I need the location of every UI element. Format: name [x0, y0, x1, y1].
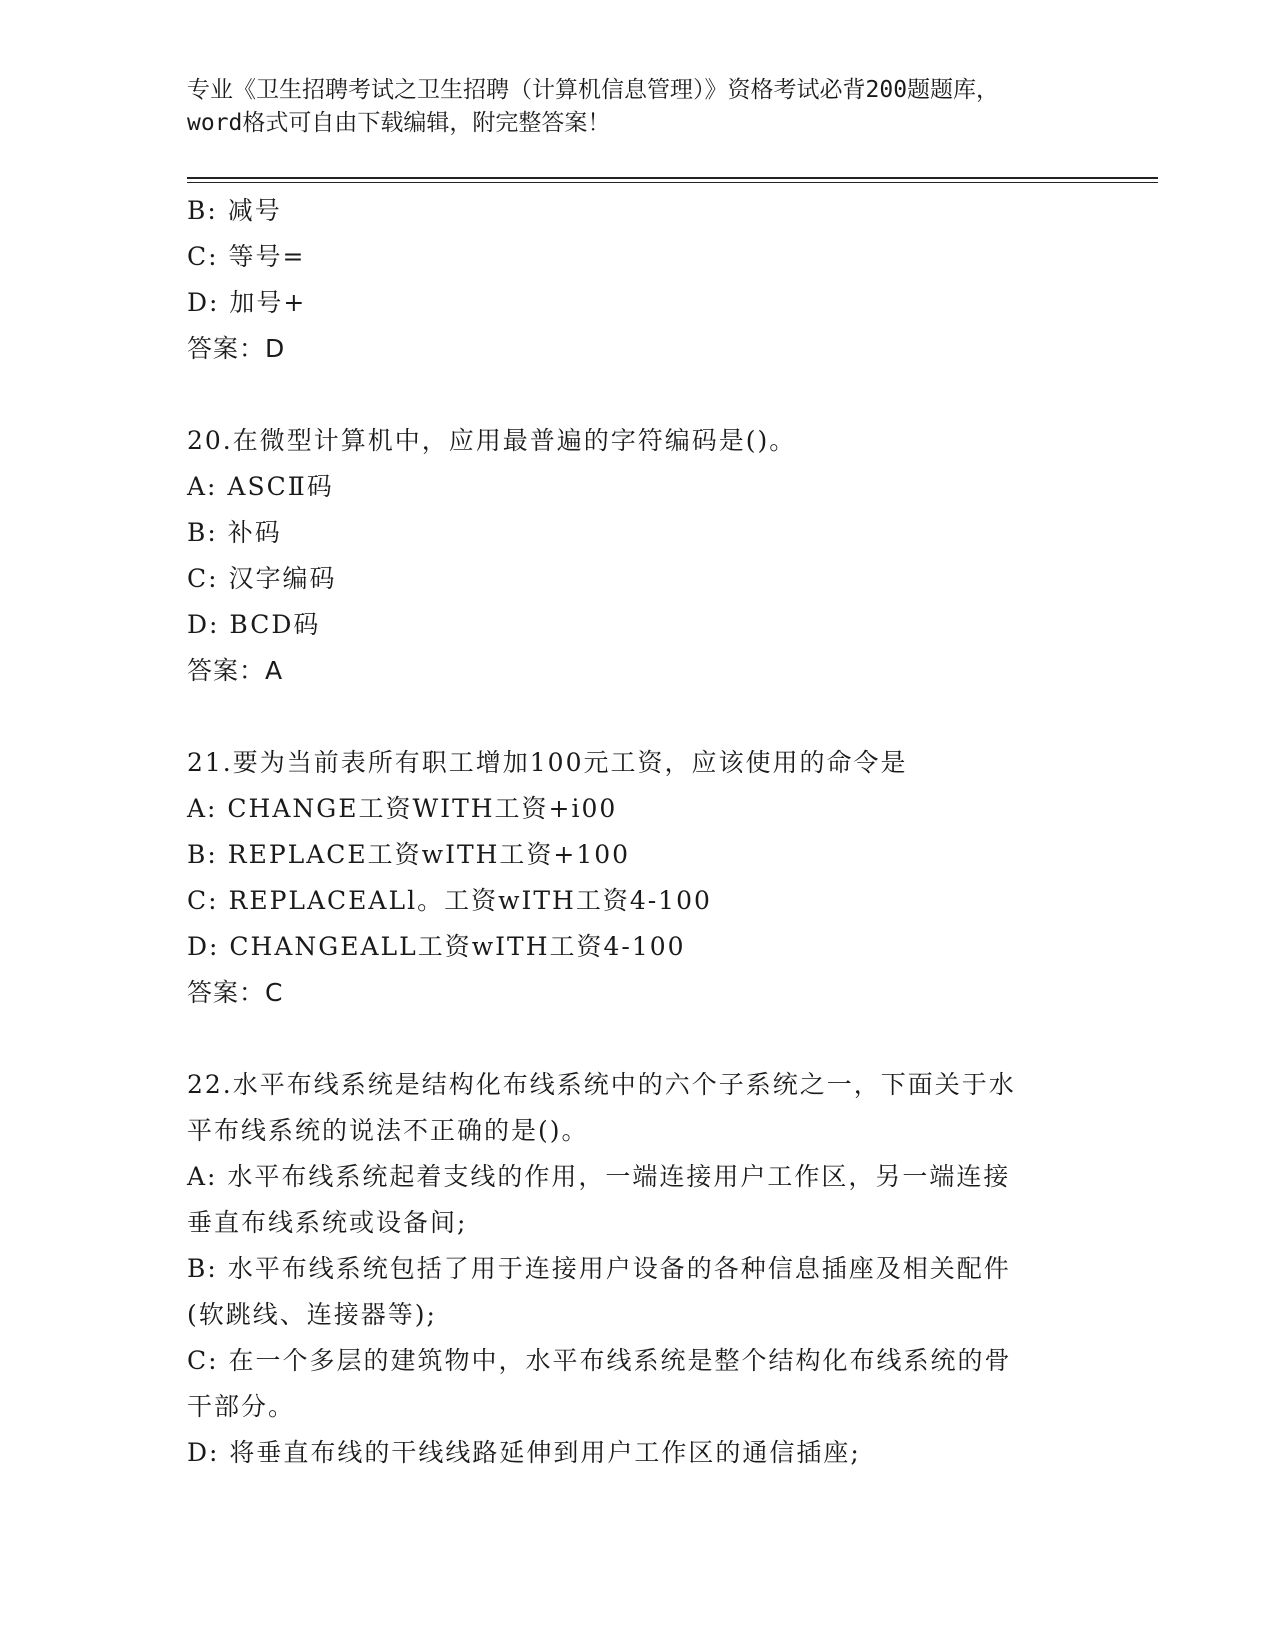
option-d: D: BCD码 [187, 610, 321, 639]
header-title-line-1: 专业《卫生招聘考试之卫生招聘（计算机信息管理）》资格考试必背200题题库， [187, 77, 1000, 103]
option-c: C: REPLACEALl。工资wITH工资4-100 [187, 886, 712, 915]
option-b: B: 减号 [187, 196, 282, 225]
spacer [187, 694, 1087, 740]
option-d: D: 加号+ [187, 288, 307, 317]
answer: 答案：A [187, 656, 284, 685]
option-c: C: 汉字编码 [187, 564, 337, 593]
question-text: 21.要为当前表所有职工增加100元工资，应该使用的命令是 [187, 748, 908, 777]
option-d: D: 将垂直布线的干线线路延伸到用户工作区的通信插座; [187, 1438, 861, 1467]
option-b-line-1: B: 水平布线系统包括了用于连接用户设备的各种信息插座及相关配件 [187, 1254, 1011, 1283]
option-c: C: 等号= [187, 242, 306, 271]
question-list [187, 188, 1087, 1476]
answer: 答案：D [187, 334, 286, 363]
spacer [187, 372, 1087, 418]
option-a: A: CHANGE工资WITH工资+i00 [187, 794, 618, 823]
question-text-line-2: 平布线系统的说法不正确的是()。 [187, 1116, 589, 1145]
question-21 [187, 740, 1087, 1016]
option-a-line-2: 垂直布线系统或设备间; [187, 1208, 468, 1237]
option-a: A: ASCⅡ码 [187, 472, 334, 501]
option-d: D: CHANGEALL工资wITH工资4-100 [187, 932, 686, 961]
document-header [187, 74, 1087, 140]
option-b-line-2: (软跳线、连接器等); [187, 1300, 437, 1329]
header-title-line-2: word格式可自由下载编辑，附完整答案！ [187, 110, 611, 136]
question-20 [187, 418, 1087, 694]
question-22 [187, 1062, 1087, 1476]
question-text-line-1: 22.水平布线系统是结构化布线系统中的六个子系统之一，下面关于水 [187, 1070, 1016, 1099]
option-c-line-1: C: 在一个多层的建筑物中，水平布线系统是整个结构化布线系统的骨 [187, 1346, 1012, 1375]
question-text: 20.在微型计算机中，应用最普遍的字符编码是()。 [187, 426, 797, 455]
option-c-line-2: 干部分。 [187, 1392, 296, 1421]
question-19-tail [187, 188, 1087, 372]
header-divider-thin [187, 182, 1158, 183]
spacer [187, 1016, 1087, 1062]
option-b: B: 补码 [187, 518, 282, 547]
option-b: B: REPLACE工资wITH工资+100 [187, 840, 631, 869]
answer: 答案：C [187, 978, 284, 1007]
header-divider-thick [187, 177, 1158, 179]
option-a-line-1: A: 水平布线系统起着支线的作用，一端连接用户工作区，另一端连接 [187, 1162, 1011, 1191]
